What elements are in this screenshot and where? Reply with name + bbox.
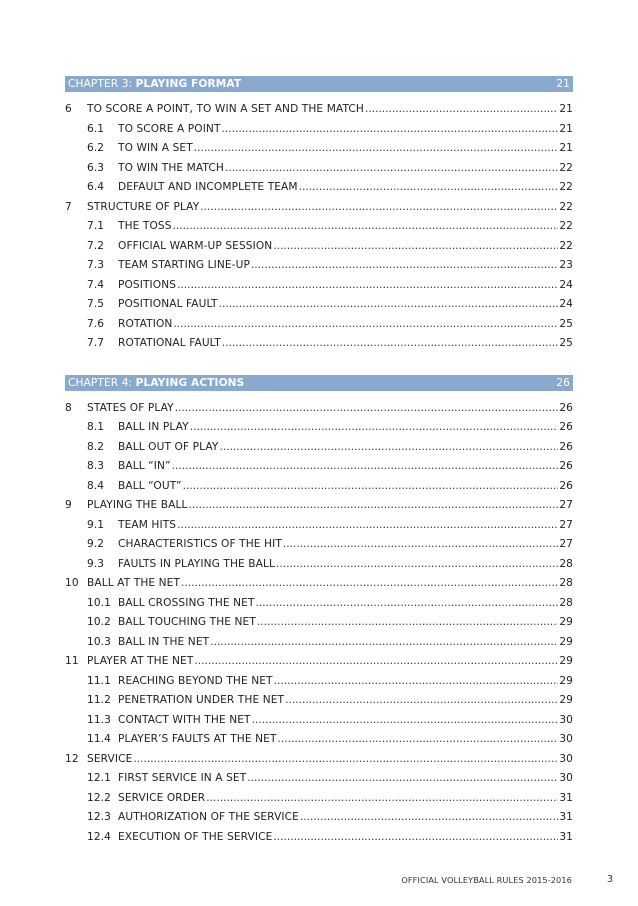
toc-section-entry[interactable] bbox=[65, 100, 573, 120]
dot-leader bbox=[273, 237, 558, 257]
entry-title: STATES OF PLAY bbox=[87, 401, 174, 414]
entry-number: 11.4 bbox=[87, 733, 111, 745]
dot-leader bbox=[273, 828, 558, 848]
entry-title: TO WIN THE MATCH bbox=[118, 161, 224, 174]
entry-page-number: 22 bbox=[559, 239, 573, 252]
chapter-prefix: CHAPTER 3: bbox=[68, 78, 136, 90]
dot-leader bbox=[175, 399, 559, 419]
entry-title: REACHING BEYOND THE NET bbox=[118, 674, 273, 687]
entry-page-number: 26 bbox=[559, 421, 573, 433]
entry-number: 9.3 bbox=[87, 557, 105, 570]
entry-page-number: 26 bbox=[559, 401, 573, 414]
entry-page-number: 21 bbox=[559, 103, 573, 115]
toc-subsection-entry[interactable] bbox=[65, 334, 573, 354]
entry-title: TO SCORE A POINT bbox=[118, 122, 221, 135]
entry-title: SERVICE bbox=[87, 752, 133, 765]
entry-number: 12.3 bbox=[87, 811, 111, 823]
entry-title: DEFAULT AND INCOMPLETE TEAM bbox=[118, 181, 298, 193]
entry-page-number: 22 bbox=[559, 161, 573, 174]
dot-leader bbox=[194, 139, 559, 159]
toc-subsection-entry[interactable] bbox=[65, 139, 573, 159]
dot-leader bbox=[222, 334, 559, 354]
entry-number: 8.2 bbox=[87, 440, 105, 453]
entry-number: 6.1 bbox=[87, 122, 105, 135]
entry-number: 11 bbox=[65, 655, 79, 667]
entry-page-number: 28 bbox=[559, 596, 573, 609]
entry-number: 12 bbox=[65, 752, 79, 765]
entry-title: TEAM STARTING LINE-UP bbox=[118, 259, 250, 271]
entry-number: 7.4 bbox=[87, 278, 105, 291]
dot-leader bbox=[173, 217, 559, 237]
entry-number: 8.3 bbox=[87, 460, 105, 472]
toc-section-entry[interactable] bbox=[65, 750, 573, 770]
entry-title: BALL TOUCHING THE NET bbox=[118, 616, 256, 628]
entry-page-number: 22 bbox=[559, 220, 573, 232]
chapter-prefix: CHAPTER 4: bbox=[68, 376, 136, 389]
entry-page-number: 30 bbox=[559, 713, 573, 726]
toc-subsection-entry[interactable] bbox=[65, 237, 573, 257]
entry-number: 12.2 bbox=[87, 791, 111, 804]
chapter-title bbox=[68, 76, 241, 92]
entry-title: PLAYER’S FAULTS AT THE NET bbox=[118, 733, 277, 745]
dot-leader bbox=[278, 730, 559, 750]
dot-leader bbox=[206, 789, 558, 809]
dot-leader bbox=[210, 633, 558, 653]
entry-title: BALL AT THE NET bbox=[87, 577, 181, 589]
entry-title: ROTATIONAL FAULT bbox=[118, 337, 221, 349]
dot-leader bbox=[256, 594, 559, 614]
toc-subsection-entry[interactable] bbox=[65, 691, 573, 711]
entry-page-number: 29 bbox=[559, 694, 573, 706]
toc-subsection-entry[interactable] bbox=[65, 828, 573, 848]
entry-number: 9 bbox=[65, 499, 72, 511]
dot-leader bbox=[188, 496, 558, 516]
dot-leader bbox=[133, 750, 558, 770]
toc-section-entry[interactable] bbox=[65, 399, 573, 419]
entry-number: 8.1 bbox=[87, 421, 105, 433]
toc-subsection-entry[interactable] bbox=[65, 477, 573, 497]
toc-entry-list bbox=[65, 100, 573, 354]
dot-leader bbox=[222, 120, 559, 140]
toc-subsection-entry[interactable] bbox=[65, 808, 573, 828]
entry-number: 11.3 bbox=[87, 713, 111, 726]
chapter-header[interactable] bbox=[65, 76, 573, 92]
entry-number: 6.4 bbox=[87, 181, 105, 193]
entry-page-number: 24 bbox=[559, 298, 573, 310]
entry-page-number: 31 bbox=[559, 811, 573, 823]
toc-section-entry[interactable] bbox=[65, 574, 573, 594]
entry-title: PLAYING THE BALL bbox=[87, 499, 188, 511]
entry-title: AUTHORIZATION OF THE SERVICE bbox=[118, 811, 299, 823]
toc-subsection-entry[interactable] bbox=[65, 594, 573, 614]
entry-title: TO WIN A SET bbox=[118, 142, 193, 154]
entry-title: CONTACT WITH THE NET bbox=[118, 713, 251, 726]
entry-page-number: 27 bbox=[559, 499, 573, 511]
entry-page-number: 25 bbox=[559, 337, 573, 349]
chapter-page-number: 21 bbox=[556, 78, 570, 90]
entry-page-number: 27 bbox=[559, 518, 573, 531]
dot-leader bbox=[190, 418, 559, 438]
chapter-name: PLAYING ACTIONS bbox=[135, 376, 245, 389]
entry-page-number: 24 bbox=[559, 278, 573, 291]
chapter-name: PLAYING FORMAT bbox=[135, 78, 242, 90]
entry-title: TO SCORE A POINT, TO WIN A SET AND THE MATCH bbox=[87, 103, 364, 115]
dot-leader bbox=[225, 159, 558, 179]
toc-subsection-entry[interactable] bbox=[65, 178, 573, 198]
entry-page-number: 29 bbox=[559, 674, 573, 687]
entry-page-number: 26 bbox=[559, 460, 573, 472]
dot-leader bbox=[183, 477, 559, 497]
toc-section-entry[interactable] bbox=[65, 652, 573, 672]
toc-section-entry[interactable] bbox=[65, 198, 573, 218]
dot-leader bbox=[274, 672, 559, 692]
entry-title: FAULTS IN PLAYING THE BALL bbox=[118, 557, 276, 570]
entry-number: 8 bbox=[65, 401, 72, 414]
dot-leader bbox=[177, 276, 558, 296]
dot-leader bbox=[365, 100, 558, 120]
dot-leader bbox=[181, 574, 558, 594]
chapter-header[interactable] bbox=[65, 375, 573, 391]
toc-root bbox=[65, 76, 573, 847]
entry-page-number: 29 bbox=[559, 635, 573, 648]
entry-number: 9.1 bbox=[87, 518, 105, 531]
entry-number: 6.3 bbox=[87, 161, 105, 174]
entry-page-number: 30 bbox=[559, 733, 573, 745]
entry-number: 7 bbox=[65, 200, 72, 213]
table-of-contents bbox=[65, 76, 573, 847]
entry-page-number: 21 bbox=[559, 122, 573, 135]
entry-page-number: 30 bbox=[559, 752, 573, 765]
entry-title: BALL CROSSING THE NET bbox=[118, 596, 255, 609]
entry-page-number: 27 bbox=[559, 538, 573, 550]
dot-leader bbox=[257, 613, 558, 633]
entry-number: 11.2 bbox=[87, 694, 111, 706]
toc-subsection-entry[interactable] bbox=[65, 711, 573, 731]
entry-title: POSITIONS bbox=[118, 278, 177, 291]
entry-number: 10.3 bbox=[87, 635, 111, 648]
dot-leader bbox=[276, 555, 558, 575]
toc-subsection-entry[interactable] bbox=[65, 315, 573, 335]
toc-subsection-entry[interactable] bbox=[65, 516, 573, 536]
entry-title: BALL OUT OF PLAY bbox=[118, 440, 219, 453]
entry-page-number: 29 bbox=[559, 616, 573, 628]
entry-page-number: 28 bbox=[559, 557, 573, 570]
entry-page-number: 28 bbox=[559, 577, 573, 589]
entry-number: 7.7 bbox=[87, 337, 105, 349]
entry-page-number: 22 bbox=[559, 181, 573, 193]
entry-title: EXECUTION OF THE SERVICE bbox=[118, 830, 273, 843]
entry-page-number: 23 bbox=[559, 259, 573, 271]
entry-title: BALL “OUT” bbox=[118, 479, 182, 492]
entry-page-number: 29 bbox=[559, 655, 573, 667]
toc-subsection-entry[interactable] bbox=[65, 256, 573, 276]
toc-section-entry[interactable] bbox=[65, 496, 573, 516]
toc-subsection-entry[interactable] bbox=[65, 730, 573, 750]
toc-subsection-entry[interactable] bbox=[65, 276, 573, 296]
toc-subsection-entry[interactable] bbox=[65, 120, 573, 140]
toc-subsection-entry[interactable] bbox=[65, 769, 573, 789]
entry-title: POSITIONAL FAULT bbox=[118, 298, 218, 310]
entry-page-number: 31 bbox=[559, 830, 573, 843]
entry-page-number: 26 bbox=[559, 479, 573, 492]
dot-leader bbox=[300, 808, 558, 828]
toc-subsection-entry[interactable] bbox=[65, 672, 573, 692]
dot-leader bbox=[173, 315, 558, 335]
entry-number: 7.3 bbox=[87, 259, 105, 271]
entry-number: 6.2 bbox=[87, 142, 105, 154]
footer-title: OFFICIAL VOLLEYBALL RULES 2015-2016 bbox=[401, 875, 572, 885]
entry-title: PENETRATION UNDER THE NET bbox=[118, 694, 285, 706]
entry-number: 10.1 bbox=[87, 596, 111, 609]
entry-page-number: 22 bbox=[559, 200, 573, 213]
entry-title: TEAM HITS bbox=[118, 518, 177, 531]
chapter-title bbox=[68, 375, 244, 391]
entry-page-number: 21 bbox=[559, 142, 573, 154]
entry-number: 7.6 bbox=[87, 317, 105, 330]
page-footer bbox=[0, 875, 638, 889]
entry-title: SERVICE ORDER bbox=[118, 791, 206, 804]
entry-number: 7.1 bbox=[87, 220, 105, 232]
entry-title: ROTATION bbox=[118, 317, 173, 330]
toc-subsection-entry[interactable] bbox=[65, 633, 573, 653]
toc-entry-list bbox=[65, 399, 573, 848]
dot-leader bbox=[252, 711, 559, 731]
dot-leader bbox=[219, 438, 558, 458]
entry-title: BALL IN PLAY bbox=[118, 421, 189, 433]
dot-leader bbox=[172, 457, 559, 477]
toc-subsection-entry[interactable] bbox=[65, 418, 573, 438]
dot-leader bbox=[219, 295, 559, 315]
entry-page-number: 25 bbox=[559, 317, 573, 330]
entry-number: 10 bbox=[65, 577, 79, 589]
entry-title: FIRST SERVICE IN A SET bbox=[118, 772, 247, 784]
toc-subsection-entry[interactable] bbox=[65, 789, 573, 809]
entry-number: 8.4 bbox=[87, 479, 105, 492]
entry-number: 9.2 bbox=[87, 538, 105, 550]
entry-number: 11.1 bbox=[87, 674, 111, 687]
entry-page-number: 31 bbox=[559, 791, 573, 804]
dot-leader bbox=[194, 652, 558, 672]
entry-number: 7.5 bbox=[87, 298, 105, 310]
toc-subsection-entry[interactable] bbox=[65, 217, 573, 237]
entry-number: 7.2 bbox=[87, 239, 105, 252]
entry-title: PLAYER AT THE NET bbox=[87, 655, 194, 667]
entry-number: 10.2 bbox=[87, 616, 111, 628]
entry-title: BALL “IN” bbox=[118, 460, 171, 472]
entry-title: OFFICIAL WARM-UP SESSION bbox=[118, 239, 273, 252]
entry-page-number: 26 bbox=[559, 440, 573, 453]
entry-number: 12.4 bbox=[87, 830, 111, 843]
dot-leader bbox=[251, 256, 558, 276]
toc-subsection-entry[interactable] bbox=[65, 555, 573, 575]
entry-page-number: 30 bbox=[559, 772, 573, 784]
dot-leader bbox=[200, 198, 558, 218]
entry-number: 12.1 bbox=[87, 772, 111, 784]
dot-leader bbox=[247, 769, 558, 789]
footer-page-number: 3 bbox=[606, 874, 613, 885]
toc-subsection-entry[interactable] bbox=[65, 535, 573, 555]
entry-title: THE TOSS bbox=[118, 220, 172, 232]
entry-title: STRUCTURE OF PLAY bbox=[87, 200, 200, 213]
toc-subsection-entry[interactable] bbox=[65, 613, 573, 633]
toc-subsection-entry[interactable] bbox=[65, 438, 573, 458]
chapter-page-number: 26 bbox=[556, 376, 570, 389]
dot-leader bbox=[177, 516, 558, 536]
dot-leader bbox=[283, 535, 558, 555]
toc-subsection-entry[interactable] bbox=[65, 295, 573, 315]
toc-subsection-entry[interactable] bbox=[65, 159, 573, 179]
entry-title: CHARACTERISTICS OF THE HIT bbox=[118, 538, 282, 550]
entry-number: 6 bbox=[65, 103, 72, 115]
dot-leader bbox=[299, 178, 559, 198]
dot-leader bbox=[285, 691, 558, 711]
toc-subsection-entry[interactable] bbox=[65, 457, 573, 477]
entry-title: BALL IN THE NET bbox=[118, 635, 210, 648]
